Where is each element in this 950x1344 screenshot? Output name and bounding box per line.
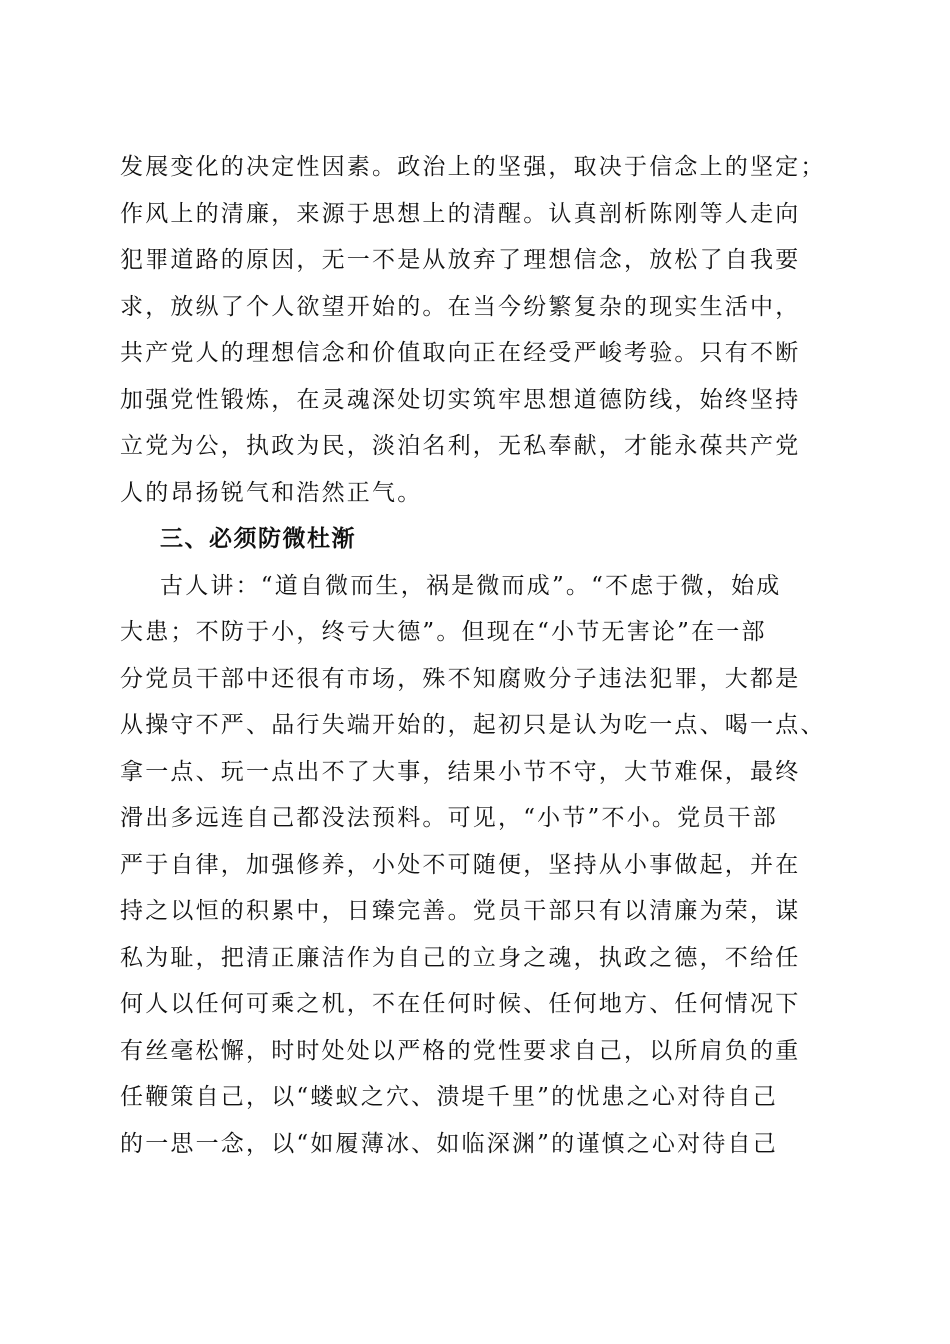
text-line: 作风上的清廉，来源于思想上的清醒。认真剖析陈刚等人走向	[120, 200, 801, 227]
text-line: 从操守不严、品行失端开始的，起初只是认为吃一点、喝一点、	[120, 712, 826, 738]
text-line: 滑出多远连自己都没法预料。可见，“小节”不小。党员干部	[120, 805, 778, 831]
text-line: 共产党人的理想信念和价值取向正在经受严峻考验。只有不断	[120, 340, 801, 366]
text-line: 犯罪道路的原因，无一不是从放弃了理想信念，放松了自我要	[120, 247, 801, 273]
text-line: 分党员干部中还很有市场，殊不知腐败分子违法犯罪，大都是	[120, 665, 801, 692]
text-line: 古人讲：“道自微而生，祸是微而成”。“不虑于微，始成	[160, 572, 782, 599]
text-line: 严于自律，加强修养，小处不可随便，坚持从小事做起，并在	[120, 851, 801, 878]
text-line: 拿一点、玩一点出不了大事，结果小节不守，大节难保，最终	[120, 758, 801, 785]
text-line: 发展变化的决定性因素。政治上的坚强，取决于信念上的坚定；	[120, 154, 826, 180]
text-line: 任鞭策自己，以“蝼蚁之穴、溃堤千里”的忧患之心对待自己	[120, 1084, 778, 1110]
text-line: 持之以恒的积累中，日臻完善。党员干部只有以清廉为荣，谋	[120, 898, 801, 924]
text-line: 求，放纵了个人欲望开始的。在当今纷繁复杂的现实生活中，	[120, 293, 801, 320]
text-line: 大患；不防于小，终亏大德”。但现在“小节无害论”在一部	[120, 619, 767, 645]
text-line: 的一思一念，以“如履薄冰、如临深渊”的谨慎之心对待自己	[120, 1130, 778, 1157]
section-heading: 三、必须防微杜渐	[160, 526, 356, 552]
text-line: 何人以任何可乘之机，不在任何时候、任何地方、任何情况下	[120, 991, 801, 1017]
text-line: 加强党性锻炼，在灵魂深处切实筑牢思想道德防线，始终坚持	[120, 386, 801, 413]
text-line: 有丝毫松懈，时时处处以严格的党性要求自己，以所肩负的重	[120, 1037, 801, 1064]
paragraph-ideals	[120, 144, 840, 516]
text-line: 立党为公，执政为民，淡泊名利，无私奉献，才能永葆共产党	[120, 433, 801, 459]
document-body	[120, 144, 840, 1167]
paragraph-prevention	[120, 563, 840, 1168]
text-line: 人的昂扬锐气和浩然正气。	[120, 479, 423, 506]
text-line: 私为耻，把清正廉洁作为自己的立身之魂，执政之德，不给任	[120, 944, 801, 971]
